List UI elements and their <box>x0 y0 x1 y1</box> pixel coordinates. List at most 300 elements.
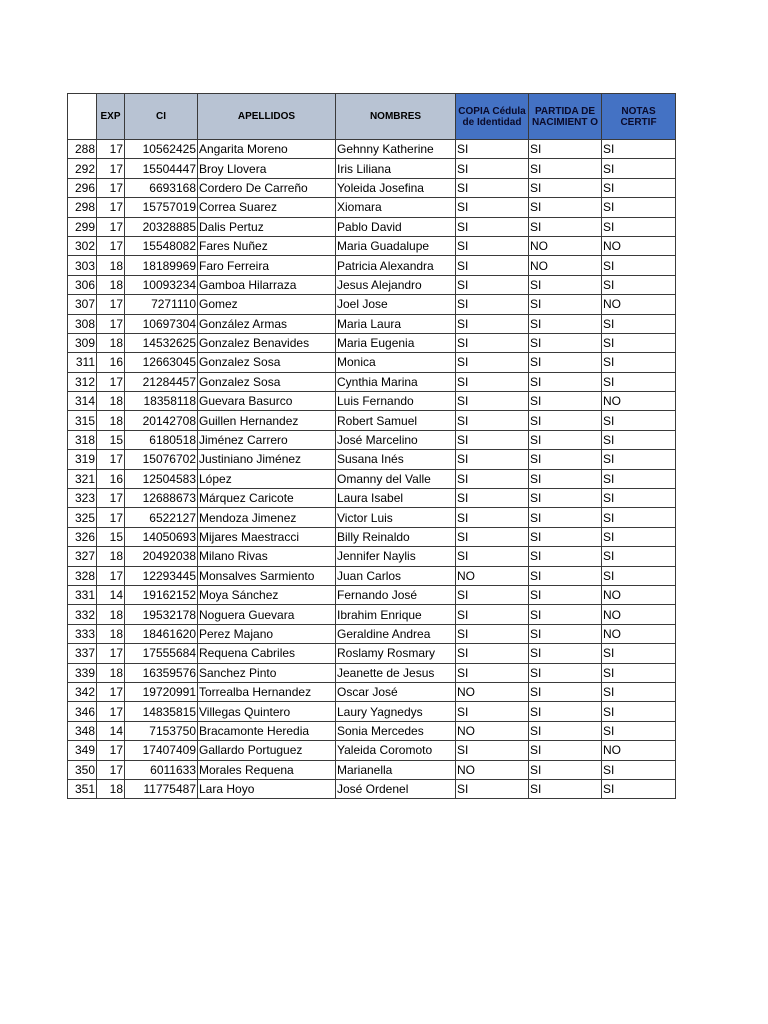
table-row <box>68 392 676 411</box>
row-number: 346 <box>68 702 97 721</box>
apellidos-cell: Dalis Pertuz <box>198 217 336 236</box>
apellidos-cell: Cordero De Carreño <box>198 178 336 197</box>
nombres-cell: Fernando José <box>336 585 456 604</box>
ci-cell: 7153750 <box>125 721 198 740</box>
notas-certif-cell: SI <box>602 140 676 159</box>
row-number: 337 <box>68 644 97 663</box>
table-row <box>68 178 676 197</box>
row-number: 327 <box>68 547 97 566</box>
copia-cedula-cell: NO <box>456 682 529 701</box>
table-row <box>68 159 676 178</box>
partida-nacimiento-cell: SI <box>529 372 602 391</box>
partida-nacimiento-cell: SI <box>529 527 602 546</box>
nombres-cell: Gehnny Katherine <box>336 140 456 159</box>
exp-cell: 17 <box>97 198 125 217</box>
nombres-cell: José Ordenel <box>336 779 456 798</box>
ci-cell: 19720991 <box>125 682 198 701</box>
apellidos-cell: Gamboa Hilarraza <box>198 275 336 294</box>
notas-certif-cell: SI <box>602 527 676 546</box>
copia-cedula-cell: SI <box>456 256 529 275</box>
copia-cedula-cell: SI <box>456 779 529 798</box>
header-notas-certif: NOTAS CERTIF <box>602 94 676 140</box>
nombres-cell: Jeanette de Jesus <box>336 663 456 682</box>
copia-cedula-cell: SI <box>456 198 529 217</box>
table-row <box>68 198 676 217</box>
copia-cedula-cell: SI <box>456 314 529 333</box>
ci-cell: 10562425 <box>125 140 198 159</box>
apellidos-cell: Broy Llovera <box>198 159 336 178</box>
partida-nacimiento-cell: SI <box>529 392 602 411</box>
apellidos-cell: Faro Ferreira <box>198 256 336 275</box>
row-number: 312 <box>68 372 97 391</box>
apellidos-cell: Perez Majano <box>198 624 336 643</box>
ci-cell: 14532625 <box>125 333 198 352</box>
nombres-cell: Juan Carlos <box>336 566 456 585</box>
exp-cell: 17 <box>97 159 125 178</box>
table-row <box>68 469 676 488</box>
copia-cedula-cell: SI <box>456 527 529 546</box>
table-row <box>68 430 676 449</box>
ci-cell: 15548082 <box>125 236 198 255</box>
ci-cell: 12688673 <box>125 489 198 508</box>
notas-certif-cell: NO <box>602 295 676 314</box>
notas-certif-cell: SI <box>602 469 676 488</box>
apellidos-cell: Sanchez Pinto <box>198 663 336 682</box>
nombres-cell: Laura Isabel <box>336 489 456 508</box>
row-number: 314 <box>68 392 97 411</box>
row-number: 302 <box>68 236 97 255</box>
apellidos-cell: Gallardo Portuguez <box>198 741 336 760</box>
apellidos-cell: Justiniano Jiménez <box>198 450 336 469</box>
notas-certif-cell: NO <box>602 605 676 624</box>
table-row <box>68 682 676 701</box>
exp-cell: 14 <box>97 721 125 740</box>
ci-cell: 18461620 <box>125 624 198 643</box>
nombres-cell: Maria Eugenia <box>336 333 456 352</box>
nombres-cell: Laury Yagnedys <box>336 702 456 721</box>
table-row <box>68 295 676 314</box>
copia-cedula-cell: SI <box>456 140 529 159</box>
partida-nacimiento-cell: SI <box>529 508 602 527</box>
notas-certif-cell: NO <box>602 741 676 760</box>
exp-cell: 18 <box>97 663 125 682</box>
apellidos-cell: Milano Rivas <box>198 547 336 566</box>
apellidos-cell: Morales Requena <box>198 760 336 779</box>
exp-cell: 17 <box>97 760 125 779</box>
copia-cedula-cell: SI <box>456 392 529 411</box>
row-number: 292 <box>68 159 97 178</box>
nombres-cell: Maria Laura <box>336 314 456 333</box>
nombres-cell: Patricia Alexandra <box>336 256 456 275</box>
header-ci: CI <box>125 94 198 140</box>
ci-cell: 20142708 <box>125 411 198 430</box>
copia-cedula-cell: SI <box>456 624 529 643</box>
notas-certif-cell: SI <box>602 508 676 527</box>
nombres-cell: Ibrahim Enrique <box>336 605 456 624</box>
notas-certif-cell: SI <box>602 663 676 682</box>
apellidos-cell: Noguera Guevara <box>198 605 336 624</box>
exp-cell: 17 <box>97 741 125 760</box>
table-row <box>68 275 676 294</box>
copia-cedula-cell: SI <box>456 411 529 430</box>
table-row <box>68 527 676 546</box>
ci-cell: 20328885 <box>125 217 198 236</box>
copia-cedula-cell: SI <box>456 353 529 372</box>
notas-certif-cell: SI <box>602 178 676 197</box>
partida-nacimiento-cell: NO <box>529 236 602 255</box>
nombres-cell: Roslamy Rosmary <box>336 644 456 663</box>
partida-nacimiento-cell: SI <box>529 644 602 663</box>
nombres-cell: Yoleida Josefina <box>336 178 456 197</box>
ci-cell: 15757019 <box>125 198 198 217</box>
table-row <box>68 450 676 469</box>
student-documents-table <box>67 93 676 799</box>
apellidos-cell: Gonzalez Benavides <box>198 333 336 352</box>
apellidos-cell: Torrealba Hernandez <box>198 682 336 701</box>
ci-cell: 6693168 <box>125 178 198 197</box>
notas-certif-cell: SI <box>602 411 676 430</box>
copia-cedula-cell: SI <box>456 644 529 663</box>
partida-nacimiento-cell: SI <box>529 605 602 624</box>
row-number: 296 <box>68 178 97 197</box>
table-row <box>68 741 676 760</box>
row-number: 319 <box>68 450 97 469</box>
apellidos-cell: Guevara Basurco <box>198 392 336 411</box>
notas-certif-cell: NO <box>602 392 676 411</box>
exp-cell: 16 <box>97 469 125 488</box>
partida-nacimiento-cell: SI <box>529 721 602 740</box>
apellidos-cell: Fares Nuñez <box>198 236 336 255</box>
copia-cedula-cell: SI <box>456 430 529 449</box>
ci-cell: 6522127 <box>125 508 198 527</box>
row-number: 318 <box>68 430 97 449</box>
table-row <box>68 779 676 798</box>
notas-certif-cell: SI <box>602 721 676 740</box>
notas-certif-cell: SI <box>602 489 676 508</box>
ci-cell: 15504447 <box>125 159 198 178</box>
header-row <box>68 94 676 140</box>
header-exp: EXP <box>97 94 125 140</box>
exp-cell: 18 <box>97 256 125 275</box>
partida-nacimiento-cell: SI <box>529 663 602 682</box>
notas-certif-cell: SI <box>602 353 676 372</box>
table-row <box>68 353 676 372</box>
partida-nacimiento-cell: SI <box>529 295 602 314</box>
apellidos-cell: Angarita Moreno <box>198 140 336 159</box>
row-number: 308 <box>68 314 97 333</box>
partida-nacimiento-cell: SI <box>529 314 602 333</box>
nombres-cell: Iris Liliana <box>336 159 456 178</box>
table-row <box>68 236 676 255</box>
ci-cell: 11775487 <box>125 779 198 798</box>
row-number: 299 <box>68 217 97 236</box>
exp-cell: 18 <box>97 547 125 566</box>
copia-cedula-cell: SI <box>456 508 529 527</box>
table-row <box>68 411 676 430</box>
exp-cell: 17 <box>97 489 125 508</box>
notas-certif-cell: SI <box>602 372 676 391</box>
copia-cedula-cell: SI <box>456 217 529 236</box>
notas-certif-cell: SI <box>602 702 676 721</box>
table-row <box>68 217 676 236</box>
row-number: 315 <box>68 411 97 430</box>
notas-certif-cell: SI <box>602 547 676 566</box>
copia-cedula-cell: SI <box>456 605 529 624</box>
notas-certif-cell: SI <box>602 275 676 294</box>
table-row <box>68 566 676 585</box>
partida-nacimiento-cell: SI <box>529 159 602 178</box>
partida-nacimiento-cell: SI <box>529 178 602 197</box>
ci-cell: 20492038 <box>125 547 198 566</box>
row-number: 333 <box>68 624 97 643</box>
partida-nacimiento-cell: SI <box>529 489 602 508</box>
exp-cell: 16 <box>97 353 125 372</box>
apellidos-cell: González Armas <box>198 314 336 333</box>
table-row <box>68 333 676 352</box>
partida-nacimiento-cell: SI <box>529 411 602 430</box>
nombres-cell: Geraldine Andrea <box>336 624 456 643</box>
exp-cell: 17 <box>97 178 125 197</box>
nombres-cell: Joel Jose <box>336 295 456 314</box>
nombres-cell: Pablo David <box>336 217 456 236</box>
copia-cedula-cell: NO <box>456 566 529 585</box>
apellidos-cell: Guillen Hernandez <box>198 411 336 430</box>
nombres-cell: Jesus Alejandro <box>336 275 456 294</box>
exp-cell: 18 <box>97 333 125 352</box>
table-row <box>68 605 676 624</box>
row-number: 331 <box>68 585 97 604</box>
header-copia-cedula: COPIA Cédula de Identidad <box>456 94 529 140</box>
apellidos-cell: Bracamonte Heredia <box>198 721 336 740</box>
row-number: 350 <box>68 760 97 779</box>
notas-certif-cell: SI <box>602 644 676 663</box>
ci-cell: 12293445 <box>125 566 198 585</box>
ci-cell: 6011633 <box>125 760 198 779</box>
exp-cell: 18 <box>97 411 125 430</box>
table-row <box>68 721 676 740</box>
table-row <box>68 547 676 566</box>
exp-cell: 15 <box>97 430 125 449</box>
copia-cedula-cell: SI <box>456 702 529 721</box>
exp-cell: 14 <box>97 585 125 604</box>
notas-certif-cell: SI <box>602 159 676 178</box>
ci-cell: 10093234 <box>125 275 198 294</box>
row-number: 332 <box>68 605 97 624</box>
notas-certif-cell: SI <box>602 198 676 217</box>
notas-certif-cell: SI <box>602 430 676 449</box>
partida-nacimiento-cell: SI <box>529 450 602 469</box>
row-number: 306 <box>68 275 97 294</box>
header-apellidos: APELLIDOS <box>198 94 336 140</box>
exp-cell: 17 <box>97 295 125 314</box>
notas-certif-cell: NO <box>602 585 676 604</box>
header-partida-nacimiento: PARTIDA DE NACIMIENT O <box>529 94 602 140</box>
row-number: 342 <box>68 682 97 701</box>
apellidos-cell: Villegas Quintero <box>198 702 336 721</box>
row-number: 288 <box>68 140 97 159</box>
table-row <box>68 508 676 527</box>
row-number: 339 <box>68 663 97 682</box>
copia-cedula-cell: NO <box>456 721 529 740</box>
header-num <box>68 94 97 140</box>
copia-cedula-cell: SI <box>456 585 529 604</box>
partida-nacimiento-cell: SI <box>529 682 602 701</box>
nombres-cell: Luis Fernando <box>336 392 456 411</box>
row-number: 307 <box>68 295 97 314</box>
row-number: 326 <box>68 527 97 546</box>
copia-cedula-cell: SI <box>456 469 529 488</box>
nombres-cell: Victor Luis <box>336 508 456 527</box>
partida-nacimiento-cell: NO <box>529 256 602 275</box>
notas-certif-cell: NO <box>602 624 676 643</box>
notas-certif-cell: SI <box>602 333 676 352</box>
ci-cell: 17555684 <box>125 644 198 663</box>
copia-cedula-cell: SI <box>456 372 529 391</box>
notas-certif-cell: SI <box>602 450 676 469</box>
nombres-cell: Yaleida Coromoto <box>336 741 456 760</box>
nombres-cell: Omanny del Valle <box>336 469 456 488</box>
apellidos-cell: Mendoza Jimenez <box>198 508 336 527</box>
exp-cell: 17 <box>97 508 125 527</box>
exp-cell: 17 <box>97 566 125 585</box>
copia-cedula-cell: SI <box>456 333 529 352</box>
exp-cell: 18 <box>97 275 125 294</box>
notas-certif-cell: SI <box>602 760 676 779</box>
ci-cell: 12504583 <box>125 469 198 488</box>
nombres-cell: Monica <box>336 353 456 372</box>
apellidos-cell: Monsalves Sarmiento <box>198 566 336 585</box>
row-number: 298 <box>68 198 97 217</box>
partida-nacimiento-cell: SI <box>529 585 602 604</box>
nombres-cell: Billy Reinaldo <box>336 527 456 546</box>
notas-certif-cell: NO <box>602 236 676 255</box>
exp-cell: 15 <box>97 527 125 546</box>
notas-certif-cell: SI <box>602 314 676 333</box>
row-number: 351 <box>68 779 97 798</box>
partida-nacimiento-cell: SI <box>529 430 602 449</box>
exp-cell: 18 <box>97 624 125 643</box>
apellidos-cell: Lara Hoyo <box>198 779 336 798</box>
exp-cell: 17 <box>97 450 125 469</box>
nombres-cell: Cynthia Marina <box>336 372 456 391</box>
apellidos-cell: Gonzalez Sosa <box>198 372 336 391</box>
apellidos-cell: Márquez Caricote <box>198 489 336 508</box>
ci-cell: 17407409 <box>125 741 198 760</box>
copia-cedula-cell: SI <box>456 489 529 508</box>
row-number: 303 <box>68 256 97 275</box>
exp-cell: 18 <box>97 779 125 798</box>
notas-certif-cell: SI <box>602 682 676 701</box>
partida-nacimiento-cell: SI <box>529 741 602 760</box>
copia-cedula-cell: SI <box>456 275 529 294</box>
notas-certif-cell: SI <box>602 779 676 798</box>
copia-cedula-cell: SI <box>456 295 529 314</box>
ci-cell: 21284457 <box>125 372 198 391</box>
table-row <box>68 140 676 159</box>
table-row <box>68 663 676 682</box>
nombres-cell: Jennifer Naylis <box>336 547 456 566</box>
nombres-cell: Xiomara <box>336 198 456 217</box>
exp-cell: 17 <box>97 236 125 255</box>
partida-nacimiento-cell: SI <box>529 624 602 643</box>
ci-cell: 16359576 <box>125 663 198 682</box>
row-number: 328 <box>68 566 97 585</box>
partida-nacimiento-cell: SI <box>529 140 602 159</box>
copia-cedula-cell: SI <box>456 236 529 255</box>
exp-cell: 17 <box>97 217 125 236</box>
copia-cedula-cell: NO <box>456 760 529 779</box>
partida-nacimiento-cell: SI <box>529 333 602 352</box>
exp-cell: 18 <box>97 605 125 624</box>
ci-cell: 12663045 <box>125 353 198 372</box>
partida-nacimiento-cell: SI <box>529 547 602 566</box>
notas-certif-cell: SI <box>602 217 676 236</box>
row-number: 349 <box>68 741 97 760</box>
partida-nacimiento-cell: SI <box>529 217 602 236</box>
table-row <box>68 624 676 643</box>
table-row <box>68 760 676 779</box>
ci-cell: 19162152 <box>125 585 198 604</box>
copia-cedula-cell: SI <box>456 663 529 682</box>
nombres-cell: Robert Samuel <box>336 411 456 430</box>
copia-cedula-cell: SI <box>456 159 529 178</box>
ci-cell: 10697304 <box>125 314 198 333</box>
nombres-cell: Susana Inés <box>336 450 456 469</box>
ci-cell: 6180518 <box>125 430 198 449</box>
ci-cell: 7271110 <box>125 295 198 314</box>
exp-cell: 17 <box>97 702 125 721</box>
apellidos-cell: Gomez <box>198 295 336 314</box>
nombres-cell: José Marcelino <box>336 430 456 449</box>
nombres-cell: Sonia Mercedes <box>336 721 456 740</box>
row-number: 321 <box>68 469 97 488</box>
ci-cell: 15076702 <box>125 450 198 469</box>
partida-nacimiento-cell: SI <box>529 198 602 217</box>
nombres-cell: Oscar José <box>336 682 456 701</box>
notas-certif-cell: SI <box>602 566 676 585</box>
partida-nacimiento-cell: SI <box>529 566 602 585</box>
row-number: 325 <box>68 508 97 527</box>
apellidos-cell: López <box>198 469 336 488</box>
exp-cell: 17 <box>97 644 125 663</box>
notas-certif-cell: SI <box>602 256 676 275</box>
partida-nacimiento-cell: SI <box>529 469 602 488</box>
exp-cell: 17 <box>97 372 125 391</box>
apellidos-cell: Moya Sánchez <box>198 585 336 604</box>
row-number: 309 <box>68 333 97 352</box>
ci-cell: 18189969 <box>125 256 198 275</box>
ci-cell: 18358118 <box>125 392 198 411</box>
partida-nacimiento-cell: SI <box>529 760 602 779</box>
apellidos-cell: Correa Suarez <box>198 198 336 217</box>
exp-cell: 17 <box>97 140 125 159</box>
ci-cell: 14050693 <box>125 527 198 546</box>
table-row <box>68 644 676 663</box>
exp-cell: 17 <box>97 682 125 701</box>
table-row <box>68 256 676 275</box>
apellidos-cell: Jiménez Carrero <box>198 430 336 449</box>
apellidos-cell: Mijares Maestracci <box>198 527 336 546</box>
header-nombres: NOMBRES <box>336 94 456 140</box>
copia-cedula-cell: SI <box>456 547 529 566</box>
partida-nacimiento-cell: SI <box>529 275 602 294</box>
table-row <box>68 489 676 508</box>
row-number: 348 <box>68 721 97 740</box>
table-row <box>68 372 676 391</box>
row-number: 311 <box>68 353 97 372</box>
ci-cell: 14835815 <box>125 702 198 721</box>
partida-nacimiento-cell: SI <box>529 779 602 798</box>
